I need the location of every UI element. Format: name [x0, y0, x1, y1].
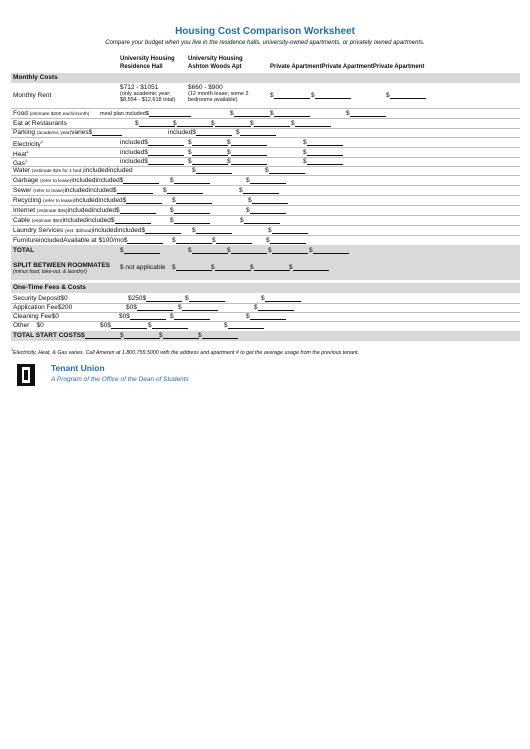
column-header-private: Private ApartmentPrivate ApartmentPrivate Apartment	[270, 64, 425, 70]
eat-out-private-1[interactable]: $	[211, 120, 251, 127]
footnote: $^1$Electricity, Heat, & Gas varies. Call Ameren at 1.800.755.5000 with the address and apartment # to get the average usage from the previous tenant.	[11, 348, 359, 356]
furniture-private-3[interactable]: $	[266, 237, 306, 244]
parking-label: Parking (academic year)varies$	[13, 129, 122, 136]
start-costs-private-2[interactable]: $	[198, 332, 238, 339]
one-time-band	[11, 283, 520, 293]
split-label: SPLIT BETWEEN ROOMMATES	[13, 262, 111, 269]
row-divider	[11, 205, 520, 206]
cleaning-label: Cleaning Fee$0	[13, 313, 59, 320]
sewer-private-2[interactable]: $	[239, 187, 279, 194]
sewer-label: Sewer (refer to lease)includedincluded$	[13, 187, 153, 194]
rent-private-2[interactable]: $	[311, 92, 351, 99]
application-private-2[interactable]: $	[254, 304, 294, 311]
heat-label: Heat$^1$	[13, 149, 29, 159]
total-private-1[interactable]: $	[227, 247, 267, 254]
cable-private-2[interactable]: $	[240, 217, 280, 224]
split-label-group	[13, 262, 110, 275]
column-header-ashton-woods: University Housing Ashton Woods Apt	[188, 56, 243, 70]
university-logo-icon	[17, 364, 35, 386]
heat-residence-hall: included$	[120, 149, 184, 156]
heat-private-1[interactable]: $	[227, 149, 267, 156]
monthly-costs-heading: Monthly Costs	[13, 74, 58, 81]
cleaning-private-2[interactable]: $	[246, 313, 286, 320]
split-private-3[interactable]: $	[289, 264, 329, 271]
security-private-1[interactable]: $	[185, 295, 225, 302]
water-private-1[interactable]: $	[192, 167, 232, 174]
eat-out-private-3[interactable]: $	[291, 120, 331, 127]
application-ashton-woods: $0$	[126, 304, 173, 311]
application-private-1[interactable]: $	[178, 304, 218, 311]
garbage-private-2[interactable]: $	[246, 177, 286, 184]
parking-private-1[interactable]: $	[236, 129, 276, 136]
eat-out-label: Eat at Restaurants	[13, 120, 67, 127]
eat-out-residence-hall[interactable]: $	[135, 120, 175, 127]
gas-residence-hall: included$	[120, 158, 184, 165]
heat-ashton-woods[interactable]: $	[188, 149, 228, 156]
total-label: TOTAL	[13, 247, 35, 254]
laundry-private-1[interactable]: $	[192, 227, 232, 234]
food-private-1[interactable]: $	[230, 110, 270, 117]
food-private-3[interactable]: $	[346, 110, 386, 117]
row-divider	[11, 137, 520, 138]
page-title: Housing Cost Comparison Worksheet	[175, 26, 355, 37]
security-label: Security Deposit$0	[13, 295, 68, 302]
water-label: Water (estimate $25 for 1 bed.)includedincluded	[13, 167, 133, 174]
internet-private-2[interactable]: $	[246, 207, 286, 214]
total-ashton-woods[interactable]: $	[188, 247, 228, 254]
rent-ashton-woods: $660 - $900 (12 month lease; some 2 bedrooms available)	[188, 84, 249, 103]
garbage-private-1[interactable]: $	[170, 177, 210, 184]
furniture-private-1[interactable]: $	[172, 237, 212, 244]
split-residence-hall: $ not applicable	[120, 264, 166, 271]
food-label: Food (estimate $200 each/month)	[13, 110, 90, 117]
parking-ashton-woods: included$	[168, 129, 232, 136]
gas-private-2[interactable]: $	[303, 158, 343, 165]
org-tagline: A Program of the Office of the Dean of Students	[51, 376, 189, 383]
furniture-private-2[interactable]: $	[212, 237, 252, 244]
split-private-2[interactable]: $	[250, 264, 290, 271]
split-private-1[interactable]: $	[211, 264, 251, 271]
cable-private-1[interactable]: $	[170, 217, 210, 224]
monthly-costs-band	[11, 73, 520, 83]
split-note: (minus food, take-out, & laundry!)	[13, 269, 87, 275]
garbage-label: Garbage (refer to lease)includedincluded$	[13, 177, 159, 184]
column-header-residence-hall: University Housing Residence Hall	[120, 56, 175, 70]
application-label: Application Fee$200	[13, 304, 73, 311]
row-divider	[11, 147, 520, 148]
rent-label: Monthly Rent	[13, 92, 52, 99]
row-divider	[11, 195, 520, 196]
internet-label: Internet (estimate $25)includedincluded$	[13, 207, 156, 214]
security-private-2[interactable]: $	[261, 295, 301, 302]
page-subtitle: Compare your budget when you live in the residence halls, university-owned apartments, or privately owned apartments.	[105, 40, 425, 46]
total-private-2[interactable]: $	[268, 247, 308, 254]
water-private-2[interactable]: $	[265, 167, 305, 174]
total-private-3[interactable]: $	[309, 247, 349, 254]
other-private-2[interactable]: $	[224, 322, 264, 329]
eat-out-ashton-woods[interactable]: $	[173, 120, 213, 127]
row-divider	[11, 108, 520, 109]
recycling-private-1[interactable]: $	[172, 197, 212, 204]
laundry-label: Laundry Services (est. $3/load)includedincluded$	[13, 227, 181, 234]
security-ashton-woods: $250$	[128, 295, 182, 302]
split-ashton-woods[interactable]: $	[172, 264, 212, 271]
start-costs-label: TOTAL START COSTS$	[13, 332, 121, 339]
cleaning-ashton-woods: $0$	[119, 313, 166, 320]
row-divider	[11, 225, 520, 226]
row-divider	[11, 235, 520, 236]
row-divider	[11, 215, 520, 216]
laundry-private-2[interactable]: $	[268, 227, 308, 234]
org-name: Tenant Union	[51, 363, 105, 373]
one-time-heading: One-Time Fees & Costs	[13, 284, 86, 291]
other-ashton-woods: $0$	[100, 322, 147, 329]
sewer-private-1[interactable]: $	[163, 187, 203, 194]
row-divider	[11, 175, 520, 176]
eat-out-private-2[interactable]: $	[250, 120, 290, 127]
row-divider	[11, 118, 520, 119]
start-costs-private-1[interactable]: $	[159, 332, 199, 339]
recycling-label: Recycling (refer to lease)includedincluded$	[13, 197, 162, 204]
electricity-private-2[interactable]: $	[303, 139, 343, 146]
food-residence-hall: meal plan included$	[100, 110, 191, 117]
electricity-ashton-woods[interactable]: $	[188, 139, 228, 146]
row-divider	[11, 185, 520, 186]
other-label: Other $0	[13, 322, 44, 329]
internet-private-1[interactable]: $	[170, 207, 210, 214]
gas-private-1[interactable]: $	[227, 158, 267, 165]
rent-private-1[interactable]: $	[270, 92, 310, 99]
rent-private-3[interactable]: $	[386, 92, 426, 99]
furniture-label: FurnitureincludedAvailable at $100/mo$	[13, 237, 163, 244]
heat-private-2[interactable]: $	[303, 149, 343, 156]
cleaning-private-1[interactable]: $	[170, 313, 210, 320]
start-costs-ashton-woods[interactable]: $	[120, 332, 160, 339]
rent-residence-hall: $712 - $1051 (only academic year; $8,554 - $12,618 total)	[120, 84, 176, 103]
total-residence-hall[interactable]: $	[120, 247, 160, 254]
other-private-1[interactable]: $	[148, 322, 188, 329]
row-divider	[11, 321, 520, 322]
cable-label: Cable (estimate $50)includedincluded$	[13, 217, 151, 224]
recycling-private-2[interactable]: $	[248, 197, 288, 204]
electricity-label: Electricity$^1$	[13, 139, 44, 149]
food-private-2[interactable]: $	[270, 110, 310, 117]
electricity-private-1[interactable]: $	[227, 139, 267, 146]
electricity-residence-hall: included$	[120, 139, 184, 146]
gas-label: Gas$^1$	[13, 158, 28, 168]
gas-ashton-woods[interactable]: $	[188, 158, 228, 165]
